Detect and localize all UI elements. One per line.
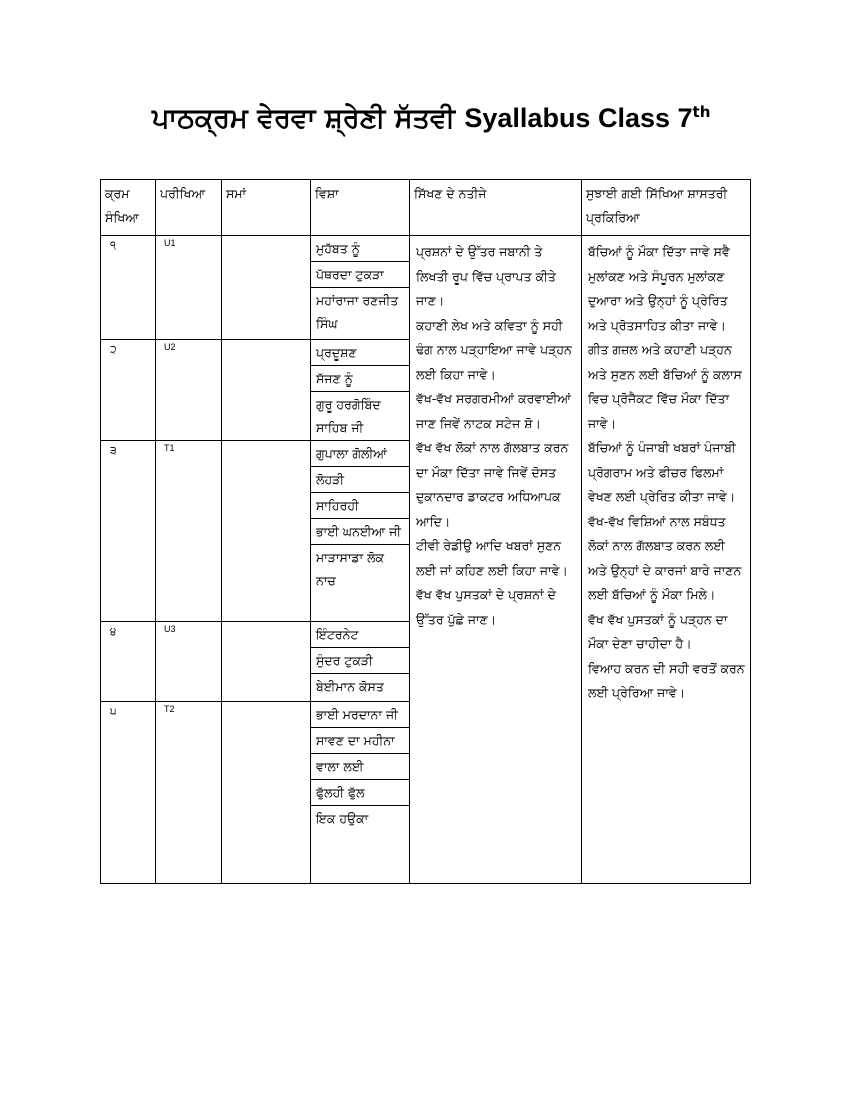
- topic-item: ਭਾਈ ਮਰਦਾਨਾ ਜੀ: [311, 702, 409, 728]
- pedagogy-item: ਬੱਚਿਆਂ ਨੂੰ ਪੰਜਾਬੀ ਖਬਰਾਂ ਪੰਜਾਬੀ ਪ੍ਰੋਗਰਾਮ ਅਤੇ ਫੀਚਰ ਫਿਲਮਾਂ ਵੇਖਣ ਲਈ ਪ੍ਰੇਰਿਤ ਕੀਤਾ ਜਾਵੇ।: [588, 440, 736, 504]
- outcome-item: ਵੱਖ ਵੱਖ ਪੁਸਤਕਾਂ ਦੇ ਪ੍ਰਸ਼ਨਾਂ ਦੇ ਉੱਤਰ ਪੁੱਛੇ ਜਾਣ।: [416, 587, 556, 627]
- topic-item: ਗੁਪਾਲਾ ਗੋਲੀਆਂ: [311, 441, 409, 467]
- topic-item: ਇਕ ਹਉਕਾ: [316, 811, 369, 826]
- title-superscript: th: [692, 103, 711, 121]
- exam-code: U3: [156, 622, 222, 702]
- exam-code: U1: [156, 236, 222, 340]
- outcome-item: ਕਹਾਣੀ ਲੇਖ ਅਤੇ ਕਵਿਤਾ ਨੂੰ ਸਹੀ ਢੰਗ ਨਾਲ ਪੜ੍ਹਾਇਆ ਜਾਵੇ ਪੜ੍ਹਨ ਲਈ ਕਿਹਾ ਜਾਵੇ।: [416, 317, 572, 382]
- pedagogy-item: ਵੱਖ-ਵੱਖ ਵਿਸ਼ਿਆਂ ਨਾਲ ਸਬੰਧਤ ਲੋਕਾਂ ਨਾਲ ਗੱਲਬਾਤ ਕਰਨ ਲਈ ਅਤੇ ਉਨ੍ਹਾਂ ਦੇ ਕਾਰਜਾਂ ਬਾਰੇ ਜਾਣਨ ਲਈ ਬੱਚਿਆਂ ਨੂੰ ਮੌਕਾ ਮਿਲੇ।: [588, 513, 742, 602]
- topics-cell: [311, 702, 410, 884]
- topic-item: ਸਾਹਿਰਹੀ: [311, 493, 409, 519]
- exam-code: T2: [156, 702, 222, 884]
- pedagogy-item: ਬੱਚਿਆਂ ਨੂੰ ਮੌਕਾ ਦਿੱਤਾ ਜਾਵੇ ਸਵੈ ਮੁਲਾਂਕਣ ਅਤੇ ਸੰਪੂਰਨ ਮੁਲਾਂਕਣ ਦੁਆਰਾ ਅਤੇ ਉਨ੍ਹਾਂ ਨੂੰ ਪ੍ਰੇਰਿਤ ਅਤੇ ਪ੍ਰੋਤਸਾਹਿਤ ਕੀਤਾ ਜਾਵੇ।: [588, 244, 730, 333]
- topic-item: ਪ੍ਰਦੂਸ਼ਣ: [311, 340, 409, 366]
- time-cell: [222, 340, 311, 441]
- topic-item: ਗੁਰੂ ਹਰਗੋਬਿੰਦ ਸਾਹਿਬ ਜੀ: [316, 397, 381, 435]
- topics-cell: [311, 622, 410, 702]
- time-cell: [222, 236, 311, 340]
- pedagogy-item: ਗੀਤ ਗਜ਼ਲ ਅਤੇ ਕਹਾਣੀ ਪੜ੍ਹਨ ਅਤੇ ਸੁਣਨ ਲਈ ਬੱਚਿਆਂ ਨੂੰ ਕਲਾਸ ਵਿਚ ਪ੍ਰੋਜੈਕਟ ਵਿੱਚ ਮੌਕਾ ਦਿੱਤਾ ਜਾਵੇ।: [588, 342, 742, 431]
- topic-item: ਮਾੜਾਸਾਡਾ ਲੋਕ ਨਾਚ: [316, 550, 385, 588]
- table-row: [101, 236, 751, 340]
- exam-code: T1: [156, 441, 222, 622]
- topic-item: ਇੰਟਰਨੇਟ: [311, 622, 409, 648]
- topic-item: ਲੋਹੜੀ: [311, 467, 409, 493]
- topic-item: ਬੇਈਮਾਨ ਕੋਸਤ: [316, 679, 384, 694]
- exam-code: U2: [156, 340, 222, 441]
- header-exam: ਪਰੀਖਿਆ: [156, 180, 222, 236]
- outcome-item: ਟੀਵੀ ਰੇਡੀਉ ਆਦਿ ਖਬਰਾਂ ਸੁਣਨ ਲਈ ਜਾਂ ਕਹਿਣ ਲਈ ਕਿਹਾ ਜਾਵੇ।: [416, 538, 568, 578]
- topic-item: ਸੱਜਣ ਨੂੰ: [311, 366, 409, 392]
- serial-number: ੨: [101, 340, 156, 441]
- topic-item: ਸਾਵਣ ਦਾ ਮਹੀਨਾ: [311, 728, 409, 754]
- header-time: ਸਮਾਂ: [222, 180, 311, 236]
- time-cell: [222, 441, 311, 622]
- title-english: Syallabus Class 7: [464, 103, 693, 133]
- serial-number: ੧: [101, 236, 156, 340]
- outcome-item: ਪ੍ਰਸ਼ਨਾਂ ਦੇ ਉੱਤਰ ਜਬਾਨੀ ਤੇ ਲਿਖਤੀ ਰੂਪ ਵਿੱਚ ਪ੍ਰਾਪਤ ਕੀਤੇ ਜਾਣ।: [416, 244, 556, 308]
- serial-number: ੫: [101, 702, 156, 884]
- topic-item: ਫੁੱਲਹੀ ਫੁੱਲ: [311, 780, 409, 806]
- topic-item: ਮਹਾਂਰਾਜਾ ਰਣਜੀਤ ਸਿੰਘ: [316, 293, 399, 331]
- topic-item: ਪੱਥਰਦਾ ਟੁਕੜਾ: [311, 262, 409, 288]
- time-cell: [222, 622, 311, 702]
- serial-number: ੩: [101, 441, 156, 622]
- syllabus-table: [100, 179, 751, 884]
- outcome-item: ਵੱਖ ਵੱਖ ਲੋਕਾਂ ਨਾਲ ਗੱਲਬਾਤ ਕਰਨ ਦਾ ਮੌਕਾ ਦਿੱਤਾ ਜਾਵੇ ਜਿਵੇਂ ਦੋਸਤ ਦੁਕਾਨਦਾਰ ਡਾਕਟਰ ਅਧਿਆਪਕ ਆਦਿ।: [416, 440, 569, 529]
- pedagogy-item: ਵਿਆਹ ਕਰਨ ਦੀ ਸਹੀ ਵਰਤੋਂ ਕਰਨ ਲਈ ਪ੍ਰੇਰਿਆ ਜਾਵੇ।: [588, 660, 745, 700]
- topic-item: ਵਾਲਾ ਲਈ: [311, 754, 409, 780]
- header-learning-outcomes: ਸਿੱਖਣ ਦੇ ਨਤੀਜੇ: [410, 180, 582, 236]
- learning-outcomes-cell: [410, 236, 582, 884]
- outcome-item: ਵੱਖ-ਵੱਖ ਸਰਗਰਮੀਆਂ ਕਰਵਾਈਆਂ ਜਾਣ ਜਿਵੇਂ ਨਾਟਕ ਸਟੇਜ ਸ਼ੋ।: [416, 391, 572, 431]
- topic-item: ਸੁੰਦਰ ਟੁਕੜੀ: [311, 648, 409, 674]
- topics-cell: [311, 236, 410, 340]
- serial-number: ੪: [101, 622, 156, 702]
- topics-cell: [311, 441, 410, 622]
- pedagogy-item: ਵੱਖ ਵੱਖ ਪੁਸਤਕਾਂ ਨੂੰ ਪੜ੍ਹਨ ਦਾ ਮੌਕਾ ਦੇਣਾ ਚਾਹੀਦਾ ਹੈ।: [588, 611, 728, 651]
- topic-item: ਭਾਈ ਘਨਈਆ ਜੀ: [311, 519, 409, 545]
- topics-cell: [311, 340, 410, 441]
- header-pedagogy: ਸੁਝਾਈ ਗਈ ਸਿੱਖਿਆ ਸ਼ਾਸਤਰੀ ਪ੍ਰਕਿਰਿਆ: [582, 180, 751, 236]
- topic-item: ਮੁਹੱਬਤ ਨੂੰ: [311, 236, 409, 262]
- pedagogy-cell: [582, 236, 751, 884]
- header-subject: ਵਿਸ਼ਾ: [311, 180, 410, 236]
- page-title: [152, 98, 710, 139]
- table-header-row: [101, 180, 751, 236]
- time-cell: [222, 702, 311, 884]
- title-punjabi: ਪਾਠਕ੍ਰਮ ਵੇਰਵਾ ਸ਼੍ਰੇਣੀ ਸੱਤਵੀ: [152, 103, 455, 134]
- header-serial-number: ਕ੍ਰਮ ਸੰਖਿਆ: [101, 180, 156, 236]
